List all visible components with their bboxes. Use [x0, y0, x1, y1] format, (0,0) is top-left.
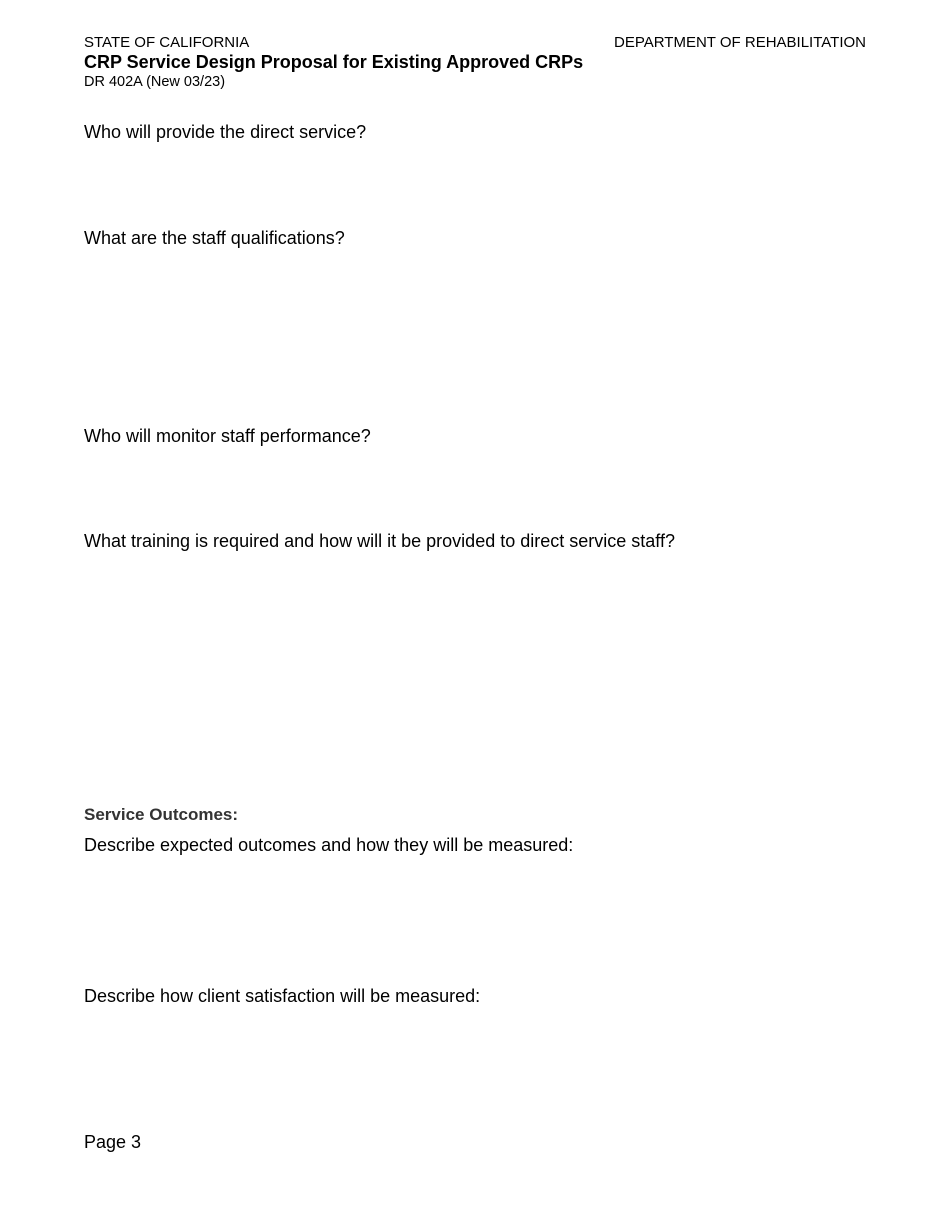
- state-label: STATE OF CALIFORNIA: [84, 34, 250, 51]
- question-client-satisfaction: Describe how client satisfaction will be measured:: [84, 986, 481, 1006]
- question-training: What training is required and how will it be provided to direct service staff?: [84, 531, 675, 551]
- question-expected-outcomes: Describe expected outcomes and how they will be measured:: [84, 835, 574, 855]
- question-monitor-performance: Who will monitor staff performance?: [84, 426, 371, 446]
- section-heading-service-outcomes: Service Outcomes:: [84, 805, 239, 824]
- form-number: DR 402A (New 03/23): [84, 74, 226, 90]
- department-label: DEPARTMENT OF REHABILITATION: [614, 34, 866, 51]
- question-staff-qualifications: What are the staff qualifications?: [84, 228, 345, 248]
- form-title: CRP Service Design Proposal for Existing Approved CRPs: [84, 52, 584, 72]
- page-number: Page 3: [84, 1132, 142, 1152]
- question-direct-service: Who will provide the direct service?: [84, 122, 367, 142]
